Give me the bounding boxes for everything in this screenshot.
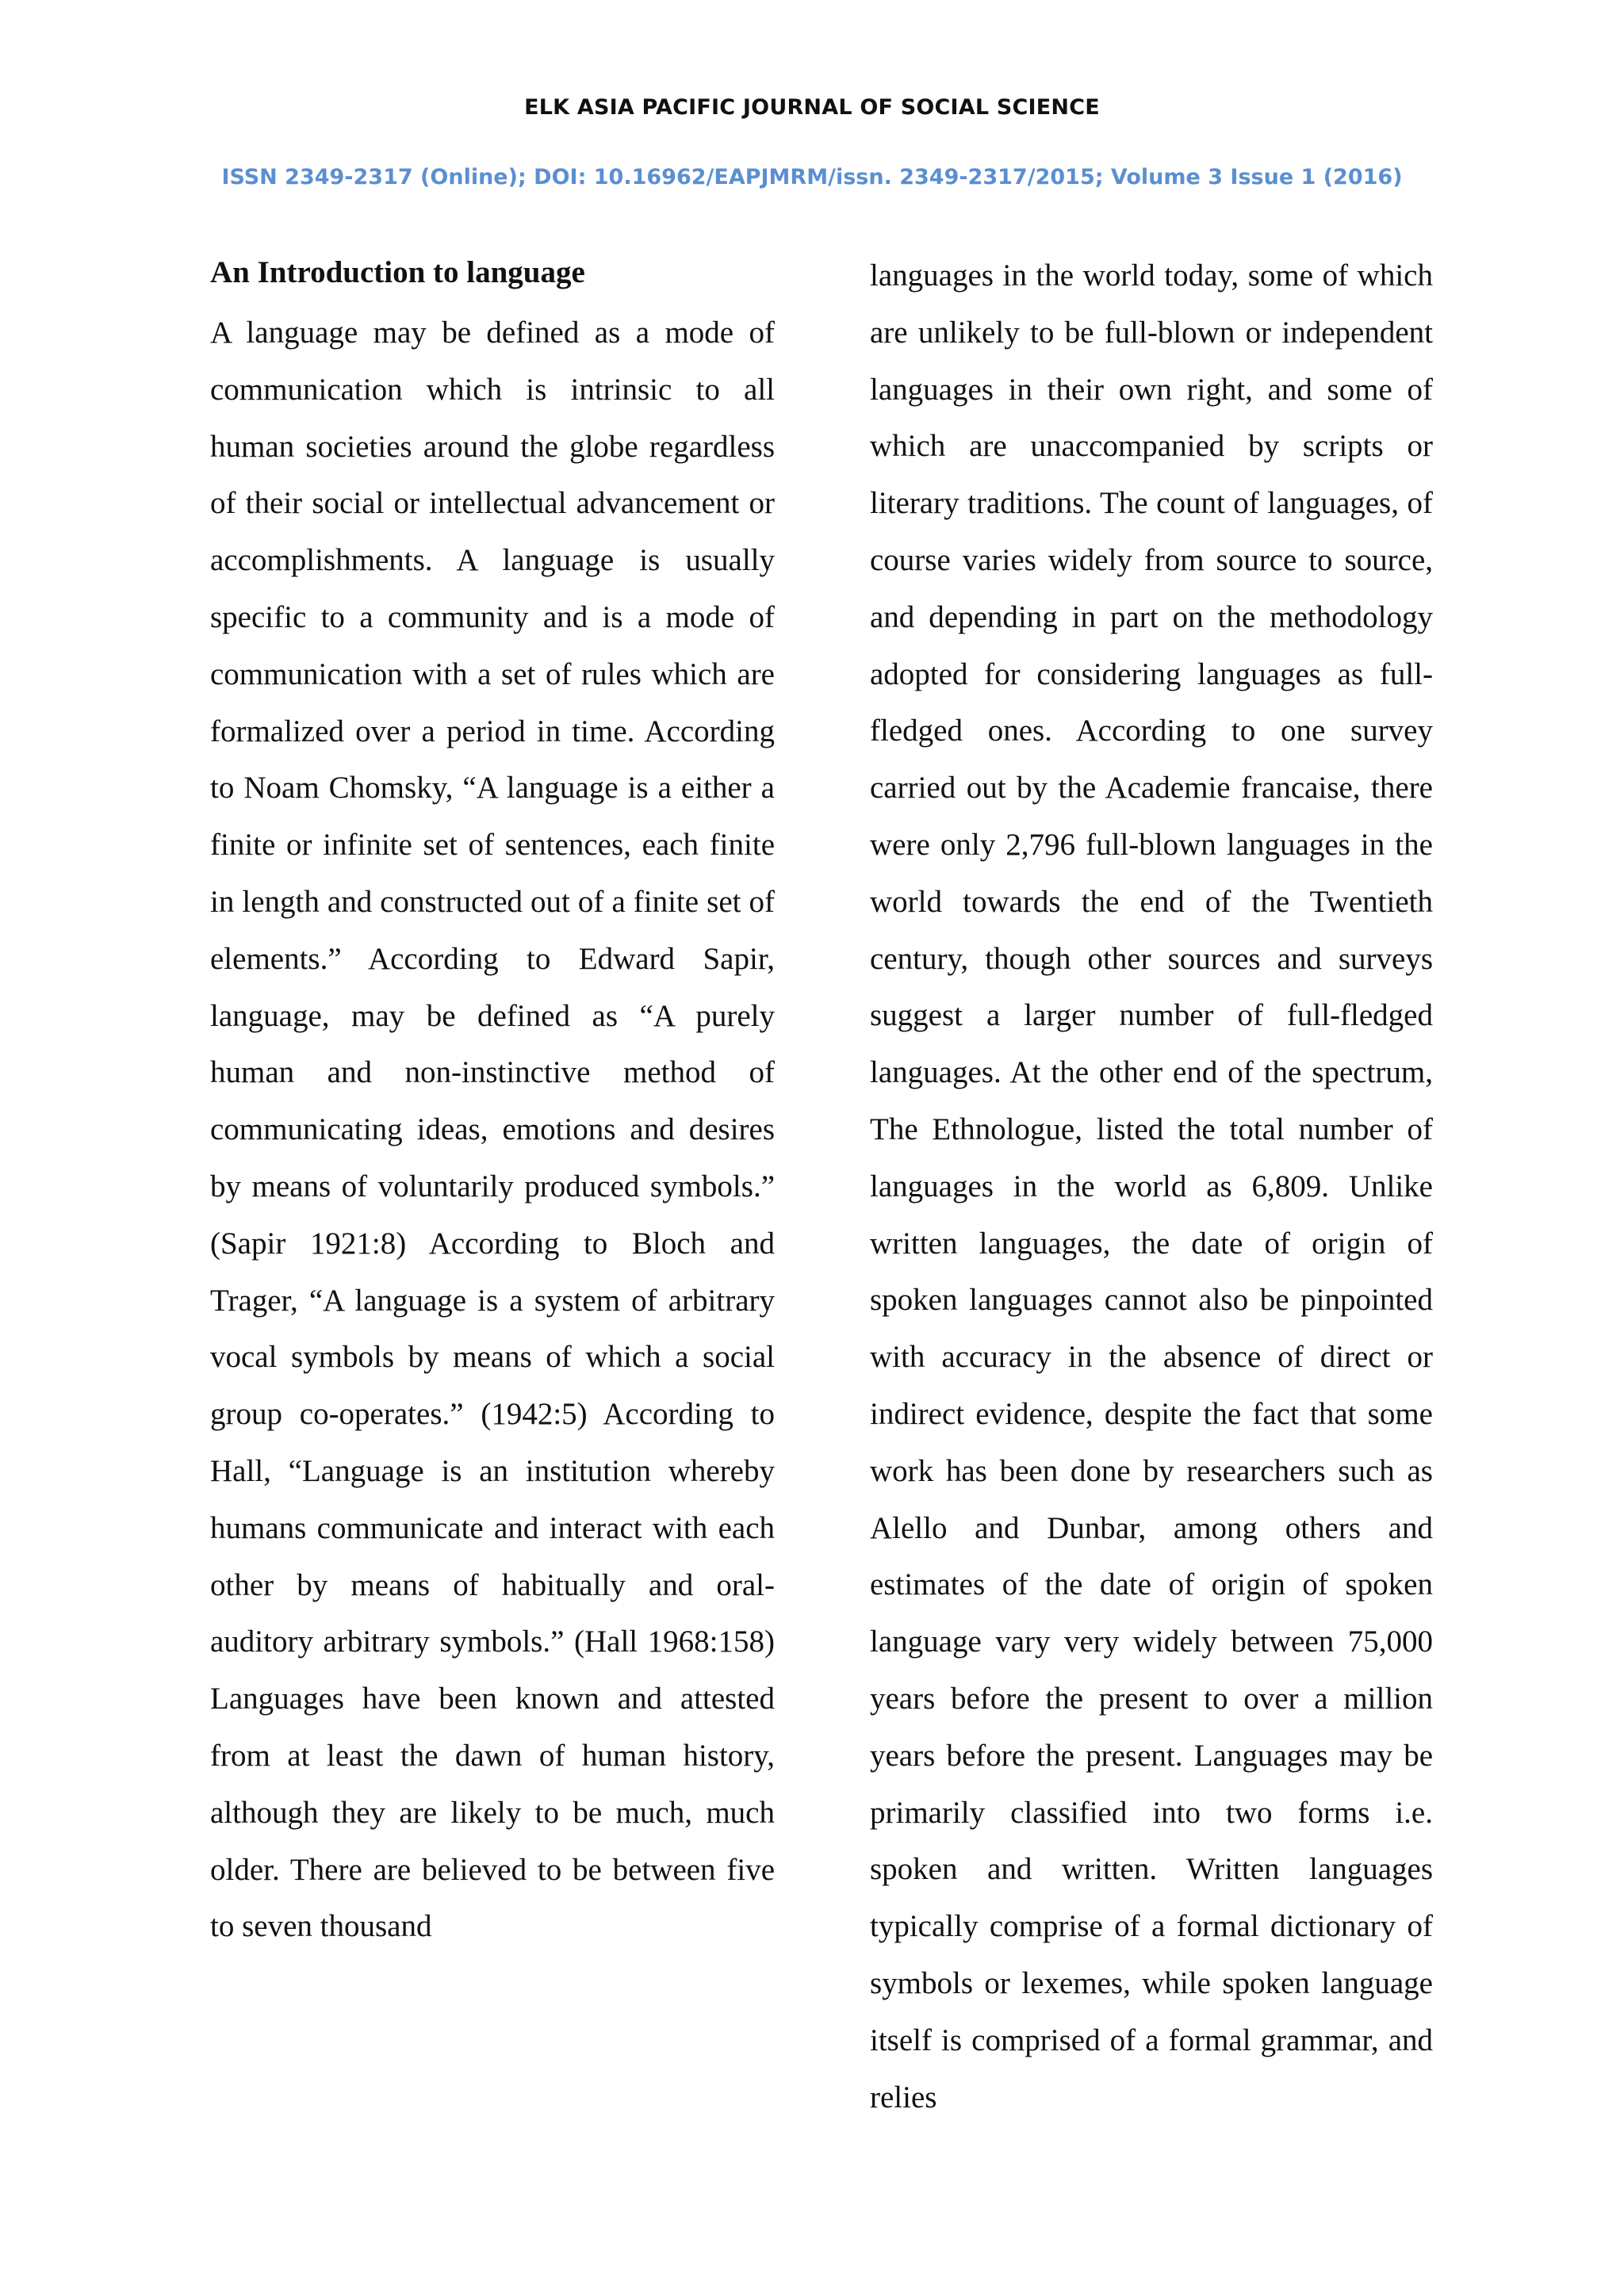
right-column — [870, 247, 1433, 2126]
journal-issn-line: ISSN 2349-2317 (Online); DOI: 10.16962/EAPJMRM/issn. 2349-2317/2015; Volume 3 Issue 1 (2016) — [221, 165, 1403, 189]
section-heading: An Introduction to language — [210, 255, 585, 289]
left-column — [210, 247, 775, 1955]
right-column-paragraph: languages in the world today, some of which are unlikely to be full-blown or independent languages in their own right, and some of which are unaccompanied by scripts or literary traditions. The count of languages, of course varies widely from source to source, and depending in part on the methodology adopted for considering languages as full-fledged ones. According to one survey carried out by the Academie francaise, there were only 2,796 full-blown languages in the world towards the end of the Twentieth century, though other sources and surveys suggest a larger number of full-fledged languages. At the other end of the spectrum, The Ethnologue, listed the total number of languages in the world as 6,809. Unlike written languages, the date of origin of spoken languages cannot also be pinpointed with accuracy in the absence of direct or indirect evidence, despite the fact that some work has been done by researchers such as Alello and Dunbar, among others and estimates of the date of origin of spoken language vary very widely between 75,000 years before the present to over a million years before the present. Languages may be primarily classified into two forms i.e. spoken and written. Written languages typically comprise of a formal dictionary of symbols or lexemes, while spoken language itself is comprised of a formal grammar, and relies — [870, 258, 1433, 2114]
left-column-paragraph: A language may be defined as a mode of communication which is intrinsic to all human societies around the globe regardless of their social or intellectual advancement or accomplishments. A language is usually specific to a community and is a mode of communication with a set of rules which are formalized over a period in time. According to Noam Chomsky, “A language is a either a finite or infinite set of sentences, each finite in length and constructed out of a finite set of elements.” According to Edward Sapir, language, may be defined as “A purely human and non-instinctive method of communicating ideas, emotions and desires by means of voluntarily produced symbols.” (Sapir 1921:8) According to Bloch and Trager, “A language is a system of arbitrary vocal symbols by means of which a social group co-operates.” (1942:5) According to Hall, “Language is an institution whereby humans communicate and interact with each other by means of habitually and oral-auditory arbitrary symbols.” (Hall 1968:158) Languages have been known and attested from at least the dawn of human history, although they are likely to be much, much older. There are believed to be between five to seven thousand — [210, 316, 775, 1944]
journal-title: ELK ASIA PACIFIC JOURNAL OF SOCIAL SCIENCE — [524, 95, 1100, 120]
